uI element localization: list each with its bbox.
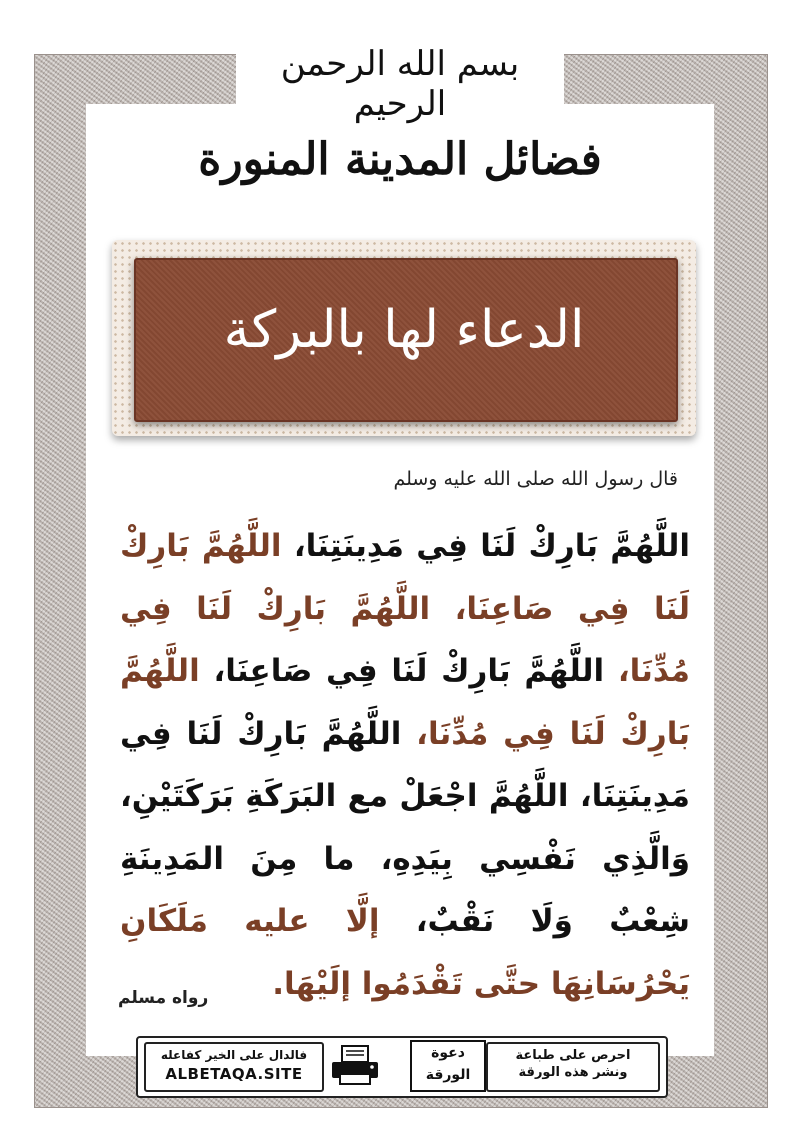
page-title: فضائل المدينة المنورة bbox=[198, 134, 602, 185]
basmala-calligraphy: بسم الله الرحمن الرحيم bbox=[280, 44, 520, 124]
brand-logo: دعوة الورقة bbox=[410, 1040, 486, 1092]
hadith-segment: اللَّهُمَّ بَارِكْ لَنَا فِي مَدِينَتِنَا، bbox=[120, 715, 690, 814]
hadith-segment: اللَّهُمَّ بَارِكْ لَنَا فِي مُدِّنَا، bbox=[120, 590, 690, 689]
site-link[interactable]: ALBETAQA.SITE bbox=[165, 1065, 303, 1083]
intro-line: قال رسول الله صلى الله عليه وسلم bbox=[393, 468, 678, 490]
footer-print-box bbox=[486, 1042, 660, 1092]
footer-bar bbox=[136, 1036, 668, 1098]
hadith-segment: اللَّهُمَّ اجْعَلْ مع البَرَكَةِ بَرَكَتَيْنِ، bbox=[120, 778, 569, 814]
hadith-segment: اللَّهُمَّ بَارِكْ لَنَا فِي صَاعِنَا، bbox=[199, 653, 605, 689]
hadith-segment: حتَّى تَقْدَمُوا إلَيْهَا. bbox=[272, 965, 541, 1002]
banner-title: الدعاء لها بالبركة bbox=[223, 300, 585, 360]
footer-site-box bbox=[144, 1042, 324, 1092]
hadith-segment: اللَّهُمَّ بَارِكْ لَنَا فِي مَدِينَتِنَا، bbox=[281, 528, 690, 564]
hadith-segment: وَالَّذِي نَفْسِي بِيَدِهِ، ما مِنَ المَدِينَةِ شِعْبٌ وَلَا نَقْبٌ، bbox=[120, 840, 690, 939]
print-reminder-line1: احرص على طباعة bbox=[515, 1048, 631, 1063]
print-reminder-line2: ونشر هذه الورقة bbox=[518, 1065, 628, 1080]
footer-motto: فالدال على الخير كفاعله bbox=[160, 1048, 308, 1062]
hadith-segment: إلَّا عليه مَلَكَانِ يَحْرُسَانِهَا bbox=[120, 903, 690, 1002]
hadith-segment: اللَّهُمَّ بَارِكْ لَنَا فِي مُدِّنَا، bbox=[120, 653, 690, 752]
hadith-text bbox=[120, 515, 690, 1015]
source-attribution: رواه مسلم bbox=[118, 988, 209, 1008]
hadith-segment: اللَّهُمَّ بَارِكْ لَنَا فِي صَاعِنَا، bbox=[120, 528, 690, 627]
printer-icon bbox=[328, 1044, 382, 1088]
